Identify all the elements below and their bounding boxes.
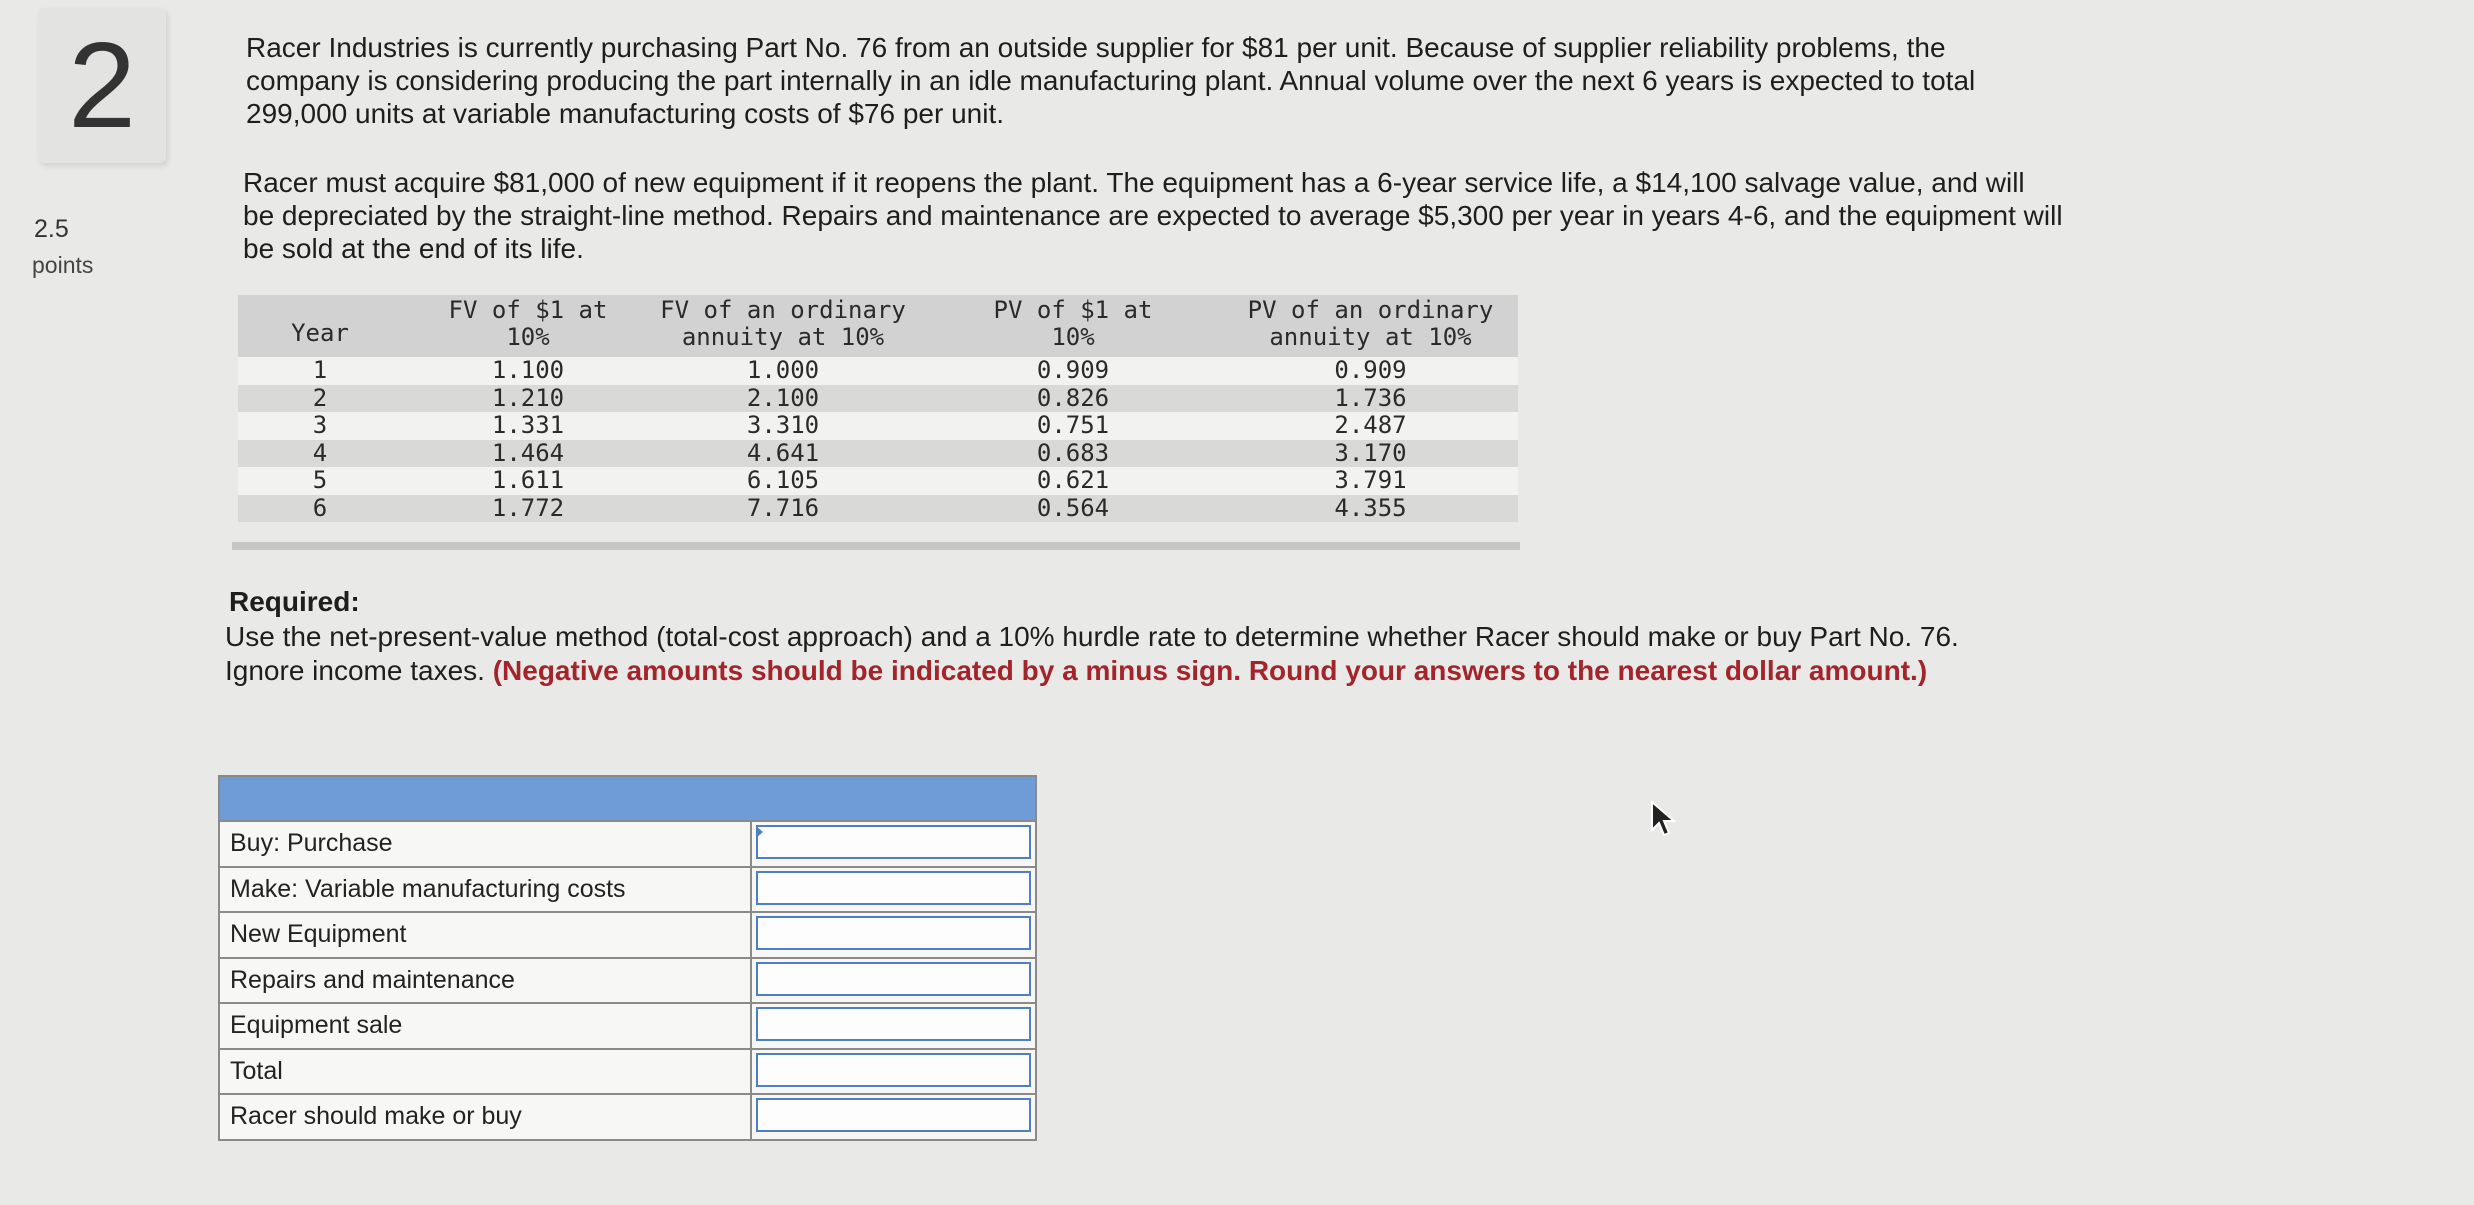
repairs-maintenance-input[interactable] <box>756 962 1031 996</box>
answer-row-label: Make: Variable manufacturing costs <box>220 868 752 912</box>
answer-row-total <box>220 1050 1035 1096</box>
time-value-table <box>238 295 1518 522</box>
answer-row-decision <box>220 1095 1035 1139</box>
required-instruction: (Negative amounts should be indicated by a minus sign. Round your answers to the nearest dollar amount.) <box>492 655 1928 686</box>
answer-row-label: Repairs and maintenance <box>220 959 752 1003</box>
problem-paragraph-2: Racer must acquire $81,000 of new equipment if it reopens the plant. The equipment has a 6-year service life, a $14,100 salvage value, and will be depreciated by the straight-line method. Repairs and maintenance are expected to average $5,300 per year in years 4-6, and the equipment will be sold at the end of its life. <box>243 167 2063 264</box>
required-title: Required: <box>229 586 360 617</box>
answer-row-label: New Equipment <box>220 913 752 957</box>
header-pv1: PV of $1 at 10% <box>993 296 1153 351</box>
table-divider <box>232 542 1520 550</box>
header-fv1: FV of $1 at 10% <box>448 296 608 351</box>
answer-row-label: Equipment sale <box>220 1004 752 1048</box>
table-row: 2 1.210 2.100 0.826 1.736 <box>238 385 1518 413</box>
header-year: Year <box>291 319 349 347</box>
header-pva: PV of an ordinary annuity at 10% <box>1247 296 1494 351</box>
answer-row-variable-costs <box>220 868 1035 914</box>
time-value-table-header <box>238 295 1518 357</box>
buy-purchase-input[interactable] <box>756 825 1031 859</box>
equipment-sale-input[interactable] <box>756 1007 1031 1041</box>
make-or-buy-input[interactable] <box>756 1098 1031 1132</box>
answer-row-label: Racer should make or buy <box>220 1095 752 1139</box>
table-row: 3 1.331 3.310 0.751 2.487 <box>238 412 1518 440</box>
answer-row-equipment-sale <box>220 1004 1035 1050</box>
answer-row-repairs <box>220 959 1035 1005</box>
table-row: 1 1.100 1.000 0.909 0.909 <box>238 357 1518 385</box>
points-value: 2.5 <box>34 215 69 243</box>
header-fva: FV of an ordinary annuity at 10% <box>660 296 906 351</box>
question-number-box <box>38 8 166 163</box>
points-label: points <box>32 252 94 278</box>
question-number: 2 <box>68 17 136 153</box>
answer-row-buy-purchase <box>220 822 1035 868</box>
answer-row-label: Buy: Purchase <box>220 822 752 866</box>
answer-table <box>218 775 1037 1141</box>
time-value-table-body <box>238 357 1518 522</box>
variable-costs-input[interactable] <box>756 871 1031 905</box>
new-equipment-input[interactable] <box>756 916 1031 950</box>
input-marker-icon <box>756 826 763 838</box>
mouse-cursor-icon <box>1650 800 1680 840</box>
total-input[interactable] <box>756 1053 1031 1087</box>
table-row: 5 1.611 6.105 0.621 3.791 <box>238 467 1518 495</box>
required-text <box>225 620 2045 688</box>
answer-row-label: Total <box>220 1050 752 1094</box>
answer-row-new-equipment <box>220 913 1035 959</box>
problem-paragraph-1: Racer Industries is currently purchasing Part No. 76 from an outside supplier for $81 per unit. Because of supplier reliability problems, the company is considering producing the part internally in an idle manufacturing plant. Annual volume over the next 6 years is expected to total 299,000 units at variable manufacturing costs of $76 per unit. <box>246 32 1976 129</box>
table-row: 4 1.464 4.641 0.683 3.170 <box>238 440 1518 468</box>
answer-table-header <box>220 777 1035 822</box>
table-row: 6 1.772 7.716 0.564 4.355 <box>238 495 1518 523</box>
required-body: Use the net-present-value method (total-cost approach) and a 10% hurdle rate to determine whether Racer should make or buy Part No. 76. Ignore income taxes. <box>225 621 1959 686</box>
